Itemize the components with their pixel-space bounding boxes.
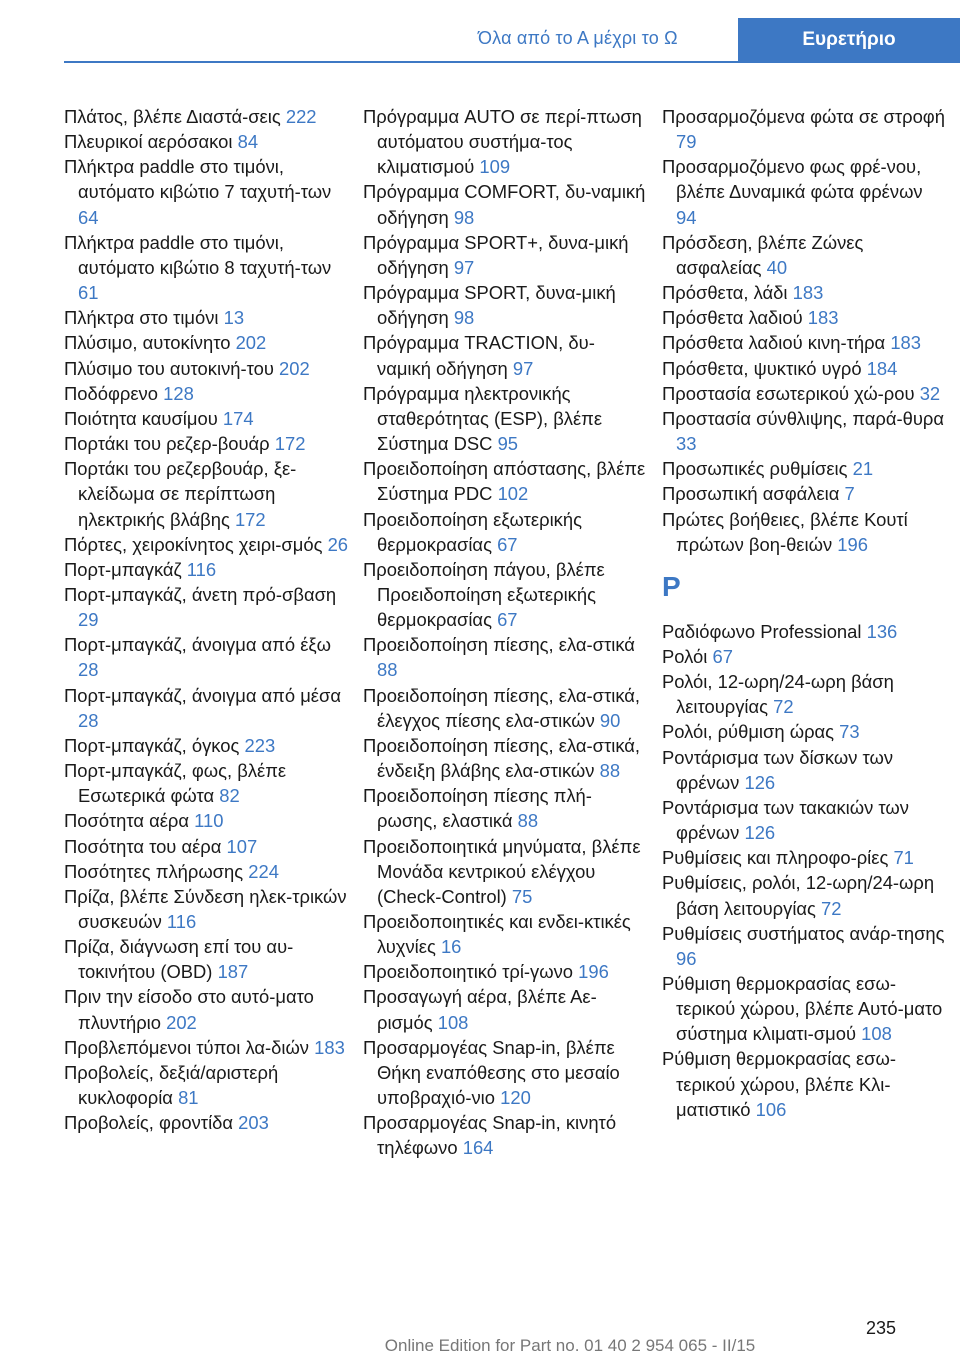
page-reference-link[interactable]: 32 xyxy=(919,382,941,404)
page-reference-link[interactable]: 164 xyxy=(462,1137,494,1159)
index-entry-text: Πρόγραμμα COMFORT, δυ-ναμική οδήγηση xyxy=(363,181,646,228)
index-entry xyxy=(363,683,648,733)
index-entry-text: Πορτάκι του ρεζερ-βουάρ xyxy=(64,433,270,455)
page-reference-link[interactable]: 172 xyxy=(274,433,306,455)
index-entry-text: Πρόσδεση, βλέπε Ζώνες ασφαλείας xyxy=(662,231,864,278)
page-reference-link[interactable]: 202 xyxy=(166,1011,197,1033)
index-entry xyxy=(662,1046,947,1121)
footer xyxy=(0,1336,960,1362)
index-entry xyxy=(64,934,349,984)
page-reference-link[interactable]: 203 xyxy=(238,1112,269,1134)
index-entry xyxy=(64,1110,349,1135)
page-reference-link[interactable]: 28 xyxy=(78,709,99,731)
index-entry xyxy=(64,104,349,129)
page-reference-link[interactable]: 64 xyxy=(78,206,99,228)
page-reference-link[interactable]: 196 xyxy=(837,533,868,555)
index-entry xyxy=(64,733,349,758)
index-entry xyxy=(662,481,947,506)
index-entry xyxy=(662,230,947,280)
page-reference-link[interactable]: 7 xyxy=(844,483,855,505)
page-reference-link[interactable]: 126 xyxy=(744,822,776,844)
index-entry xyxy=(363,456,648,506)
footer-text: Online Edition for Part no. 01 40 2 954 065 - II/15 xyxy=(384,1336,756,1355)
page-reference-link[interactable]: 26 xyxy=(327,533,349,555)
index-entry-text: Προειδοποίηση πίεσης, ελα-στικά, έλεγχος πίεσης ελα-στικών xyxy=(363,684,641,731)
index-entry-text: Πρίζα, διάγνωση επί του αυ-τοκινήτου (OBD) xyxy=(64,936,294,983)
index-entry-text: Ροντάρισμα των τακακιών των φρένων xyxy=(662,796,909,844)
index-entry-text: Ρολόι xyxy=(662,645,708,667)
page-header xyxy=(0,0,960,62)
index-entry-text: Πρόσθετα λαδιού xyxy=(662,307,803,329)
index-entry xyxy=(363,230,648,280)
page-reference-link[interactable]: 71 xyxy=(893,847,914,869)
page-reference-link[interactable]: 88 xyxy=(599,760,621,782)
index-entry xyxy=(662,406,947,456)
index-entry xyxy=(64,305,349,330)
page-reference-link[interactable]: 72 xyxy=(821,897,842,919)
index-entry xyxy=(662,507,947,557)
index-entry xyxy=(64,1035,349,1060)
index-entry xyxy=(64,129,349,154)
page-reference-link[interactable]: 72 xyxy=(773,696,794,718)
page-reference-link[interactable]: 98 xyxy=(453,307,475,329)
index-entry xyxy=(662,669,947,719)
page-reference-link[interactable]: 40 xyxy=(766,256,788,278)
index-entry xyxy=(662,745,947,795)
index-entry xyxy=(363,1035,648,1110)
index-entry xyxy=(64,683,349,733)
page-reference-link[interactable]: 67 xyxy=(497,609,518,631)
index-entry xyxy=(662,456,947,481)
index-entry-text: Προειδοποίηση εξωτερικής θερμοκρασίας xyxy=(363,508,582,555)
index-entry xyxy=(64,356,349,381)
page-reference-link[interactable]: 183 xyxy=(792,282,824,304)
index-entry xyxy=(64,230,349,305)
page-reference-link[interactable]: 75 xyxy=(511,885,533,907)
index-entry-text: Πρόγραμμα SPORT, δυνα-μική οδήγηση xyxy=(363,282,616,329)
index-entry-text: Προβολείς, φροντίδα xyxy=(64,1112,234,1134)
index-entry-text: Ποσότητες πλήρωσης xyxy=(64,860,244,882)
index-entry xyxy=(363,733,648,783)
page-reference-link[interactable]: 29 xyxy=(78,609,99,631)
index-entry-text: Πρόσθετα λαδιού κινη-τήρα xyxy=(662,332,886,354)
index-column-2 xyxy=(363,104,648,1161)
index-entry-text: Πρόγραμμα AUTO σε περί-πτωση αυτόματου συστήμα-τος κλιματισμού xyxy=(363,106,642,178)
index-entry xyxy=(64,330,349,355)
index-entry xyxy=(363,783,648,833)
page-reference-link[interactable]: 202 xyxy=(279,357,310,379)
page-reference-link[interactable]: 126 xyxy=(744,771,776,793)
index-entry-text: Ρολόι, 12-ωρη/24-ωρη βάση λειτουργίας xyxy=(662,671,894,718)
page-reference-link[interactable]: 128 xyxy=(163,382,194,404)
page-reference-link[interactable]: 33 xyxy=(676,433,697,455)
page-reference-link[interactable]: 187 xyxy=(217,961,249,983)
index-entry xyxy=(662,619,947,644)
page-reference-link[interactable]: 28 xyxy=(78,659,99,681)
index-entry xyxy=(64,406,349,431)
page-reference-link[interactable]: 174 xyxy=(222,407,254,429)
page-reference-link[interactable]: 97 xyxy=(512,357,534,379)
page-reference-link[interactable]: 98 xyxy=(453,206,475,228)
index-entry xyxy=(363,104,648,179)
index-entry-text: Πρίζα, βλέπε Σύνδεση ηλεκ-τρικών συσκευών xyxy=(64,885,347,932)
index-entry-text: Προσωπική ασφάλεια xyxy=(662,483,840,505)
page-reference-link[interactable]: 183 xyxy=(314,1036,345,1058)
index-entry xyxy=(662,845,947,870)
index-entry-text: Προστασία εσωτερικού χώ-ρου xyxy=(662,382,915,404)
index-entry xyxy=(662,280,947,305)
page-reference-link[interactable]: 97 xyxy=(453,256,475,278)
page-reference-link[interactable]: 202 xyxy=(235,332,267,354)
index-entry xyxy=(64,984,349,1034)
page-reference-link[interactable]: 222 xyxy=(285,106,317,127)
index-entry xyxy=(363,557,648,632)
index-entry-text: Προειδοποίηση πίεσης, ελα-στικά xyxy=(363,634,635,656)
index-entry xyxy=(363,1110,648,1160)
index-entry-text: Πρόσθετα, λάδι xyxy=(662,282,788,304)
index-entry-text: Πλύσιμο του αυτοκινή-του xyxy=(64,357,274,379)
index-entry-text: Πορτ-μπαγκάζ, άνετη πρό-σβαση xyxy=(64,583,337,605)
index-entry-text: Προσαρμογέας Snap-in, κινητό τηλέφωνο xyxy=(363,1112,617,1159)
index-entry-text: Προσαρμοζόμενο φως φρέ-νου, βλέπε Δυναμικά φώτα φρένων xyxy=(662,156,923,203)
page-reference-link[interactable]: 183 xyxy=(807,307,839,329)
index-entry-text: Πλευρικοί αερόσακοι xyxy=(64,131,233,153)
header-rule xyxy=(64,61,960,63)
index-entry-text: Προσαρμοζόμενα φώτα σε στροφή xyxy=(662,106,945,127)
index-entry xyxy=(64,859,349,884)
page-reference-link[interactable]: 196 xyxy=(578,961,609,983)
section-title: Όλα από το Α μέχρι το Ω xyxy=(478,28,678,48)
index-entry xyxy=(662,719,947,744)
index-entry-text: Πλάτος, βλέπε Διαστά-σεις xyxy=(64,106,281,127)
index-entry-text: Πορτ-μπαγκάζ, άνοιγμα από μέσα xyxy=(64,684,341,706)
index-entry-text: Προστασία σύνθλιψης, παρά-θυρα xyxy=(662,407,944,429)
index-entry xyxy=(64,456,349,531)
index-entry xyxy=(64,808,349,833)
index-entry xyxy=(363,834,648,909)
index-entry xyxy=(363,330,648,380)
page-reference-link[interactable]: 73 xyxy=(839,721,860,743)
page-number: 235 xyxy=(865,1318,896,1338)
index-entry-text: Πορτ-μπαγκάζ, όγκος xyxy=(64,734,240,756)
index-entry-text: Προσαρμογέας Snap-in, βλέπε Θήκη εναπόθεσης στο μεσαίο υποβραχιό-νιο xyxy=(363,1036,620,1109)
index-entry-text: Προειδοποίηση πίεσης, ελα-στικά, ένδειξη βλάβης ελα-στικών xyxy=(363,734,641,782)
index-entry xyxy=(662,381,947,406)
page-reference-link[interactable]: 21 xyxy=(852,458,874,480)
page-reference-link[interactable]: 107 xyxy=(226,835,258,857)
page-reference-link[interactable]: 88 xyxy=(517,810,539,832)
index-entry-text: Προειδοποίηση πάγου, βλέπε Προειδοποίηση εξωτερικής θερμοκρασίας xyxy=(363,558,605,631)
page-reference-link[interactable]: 136 xyxy=(866,620,898,642)
index-entry xyxy=(662,356,947,381)
index-entry xyxy=(64,582,349,632)
index-column-3 xyxy=(662,104,947,1122)
page-reference-link[interactable]: 81 xyxy=(178,1087,199,1109)
index-entry xyxy=(64,758,349,808)
index-entry-text: Ρύθμιση θερμοκρασίας εσω-τερικού χώρου, βλέπε Κλι-ματιστικό xyxy=(662,1048,896,1120)
index-entry xyxy=(662,644,947,669)
page-reference-link[interactable]: 67 xyxy=(712,645,733,667)
page-reference-link[interactable]: 61 xyxy=(78,282,99,304)
index-entry-text: Πόρτες, χειροκίνητος χειρι-σμός xyxy=(64,533,323,555)
index-entry xyxy=(363,909,648,959)
index-entry-text: Προειδοποίηση πίεσης πλή-ρωσης, ελαστικά xyxy=(363,785,592,832)
index-entry xyxy=(64,834,349,859)
index-entry xyxy=(662,921,947,971)
letter-heading: Ρ xyxy=(662,570,681,602)
index-entry xyxy=(363,632,648,682)
index-entry-text: Ρύθμιση θερμοκρασίας εσω-τερικού χώρου, βλέπε Αυτό-ματο σύστημα κλιματι-σμού xyxy=(662,973,943,1045)
index-entry-text: Προσαγωγή αέρα, βλέπε Αε-ρισμός xyxy=(363,986,597,1033)
index-entry xyxy=(662,971,947,1046)
page-reference-link[interactable]: 16 xyxy=(440,936,462,958)
index-entry xyxy=(64,154,349,229)
page-reference-link[interactable]: 172 xyxy=(234,508,266,530)
index-entry-text: Προβολείς, δεξιά/αριστερή κυκλοφορία xyxy=(64,1061,279,1109)
index-entry xyxy=(662,795,947,845)
index-entry-text: Πρόγραμμα SPORT+, δυνα-μική οδήγηση xyxy=(363,231,629,278)
page-reference-link[interactable]: 184 xyxy=(866,357,898,379)
page-reference-link[interactable]: 82 xyxy=(219,785,240,807)
index-entry-text: Πορτ-μπαγκάζ xyxy=(64,558,182,580)
index-entry-text: Ποσότητα αέρα xyxy=(64,810,189,832)
index-entry xyxy=(64,632,349,682)
index-entry xyxy=(662,330,947,355)
index-entry xyxy=(363,381,648,456)
index-entry-text: Πριν την είσοδο στο αυτό-ματο πλυντήριο xyxy=(64,986,314,1033)
index-entry-text: Ποδόφρενο xyxy=(64,382,158,404)
index-entry xyxy=(64,557,349,582)
page-reference-link[interactable]: 110 xyxy=(194,810,224,832)
index-entry-text: Πρόσθετα, ψυκτικό υγρό xyxy=(662,357,862,379)
page-reference-link[interactable]: 108 xyxy=(437,1011,469,1033)
page-reference-link[interactable]: 120 xyxy=(500,1087,531,1109)
index-entry-text: Ποσότητα του αέρα xyxy=(64,835,222,857)
index-entry-text: Πλήκτρα paddle στο τιμόνι, αυτόματο κιβώτιο 8 ταχυτή-των xyxy=(64,231,332,278)
index-entry xyxy=(363,959,648,984)
index-entry xyxy=(363,507,648,557)
index-entry-text: Πορτ-μπαγκάζ, φως, βλέπε Εσωτερικά φώτα xyxy=(64,760,287,807)
page-reference-link[interactable]: 67 xyxy=(497,533,518,555)
page-reference-link[interactable]: 109 xyxy=(479,156,511,178)
index-entry-text: Πρώτες βοήθειες, βλέπε Κουτί πρώτων βοη-θειών xyxy=(662,508,908,555)
page-reference-link[interactable]: 108 xyxy=(861,1023,892,1045)
page-reference-link[interactable]: 96 xyxy=(676,947,697,969)
index-entry-text: Ρυθμίσεις συστήματος ανάρ-τησης xyxy=(662,922,945,944)
page-reference-link[interactable]: 84 xyxy=(237,131,259,153)
index-entry-text: Ραδιόφωνο Professional xyxy=(662,620,862,642)
index-tab[interactable]: Ευρετήριο xyxy=(738,18,960,62)
page-reference-link[interactable]: 224 xyxy=(248,860,279,882)
index-entry xyxy=(662,870,947,920)
page-reference-link[interactable]: 79 xyxy=(676,131,697,153)
page-reference-link[interactable]: 223 xyxy=(244,734,276,756)
index-entry xyxy=(64,1060,349,1110)
index-entry-text: Πορτάκι του ρεζερβουάρ, ξε-κλείδωμα σε περίπτωση ηλεκτρικής βλάβης xyxy=(64,458,297,530)
index-entry xyxy=(662,305,947,330)
index-entry xyxy=(662,104,947,154)
index-entry xyxy=(662,154,947,229)
index-entry-text: Πλύσιμο, αυτοκίνητο xyxy=(64,332,231,354)
index-entry-text: Ρυθμίσεις, ρολόι, 12-ωρη/24-ωρη βάση λειτουργίας xyxy=(662,872,935,919)
index-entry xyxy=(363,280,648,330)
index-entry-text: Ποιότητα καυσίμου xyxy=(64,407,218,429)
page-reference-link[interactable]: 106 xyxy=(755,1098,787,1120)
index-entry-text: Πρόγραμμα ηλεκτρονικής σταθερότητας (ESP), βλέπε Σύστημα DSC xyxy=(363,382,603,455)
page-reference-link[interactable]: 183 xyxy=(890,332,921,354)
page-reference-link[interactable]: 13 xyxy=(223,307,245,329)
index-entry-text: Πρόγραμμα TRACTION, δυ-ναμική οδήγηση xyxy=(363,332,595,379)
index-entry-text: Προειδοποιητικό τρί-γωνο xyxy=(363,961,574,983)
index-entry-text: Προειδοποίηση απόστασης, βλέπε Σύστημα PDC xyxy=(363,458,646,505)
index-entry-text: Προβλεπόμενοι τύποι λα-διών xyxy=(64,1036,309,1058)
index-entry xyxy=(363,984,648,1034)
index-entry-text: Ρολόι, ρύθμιση ώρας xyxy=(662,721,835,743)
index-entry-text: Πορτ-μπαγκάζ, άνοιγμα από έξω xyxy=(64,634,332,656)
page-reference-link[interactable]: 94 xyxy=(676,206,697,228)
page-reference-link[interactable]: 88 xyxy=(377,659,398,681)
index-entry-text: Ρυθμίσεις και πληροφο-ρίες xyxy=(662,847,889,869)
index-entry xyxy=(64,381,349,406)
index-entry-text: Ροντάρισμα των δίσκων των φρένων xyxy=(662,746,894,793)
index-entry xyxy=(64,431,349,456)
page-reference-link[interactable]: 102 xyxy=(497,483,529,505)
page-reference-link[interactable]: 116 xyxy=(186,558,217,580)
index-entry-text: Πλήκτρα paddle στο τιμόνι, αυτόματο κιβώτιο 7 ταχυτή-των xyxy=(64,156,332,203)
page-reference-link[interactable]: 90 xyxy=(599,709,621,731)
page-reference-link[interactable]: 116 xyxy=(166,911,197,932)
index-entry xyxy=(363,179,648,229)
index-entry-text: Πλήκτρα στο τιμόνι xyxy=(64,307,219,329)
index-column-1 xyxy=(64,104,349,1135)
page-reference-link[interactable]: 95 xyxy=(497,433,519,455)
index-entry-text: Προειδοποιητικά μηνύματα, βλέπε Μονάδα κεντρικού ελέγχου (Check-Control) xyxy=(363,835,641,907)
index-entry-text: Προσωπικές ρυθμίσεις xyxy=(662,458,848,480)
index-entry xyxy=(64,532,349,557)
index-entry xyxy=(64,884,349,934)
index-entry-text: Προειδοποιητικές και ενδει-κτικές λυχνίες xyxy=(363,911,631,958)
